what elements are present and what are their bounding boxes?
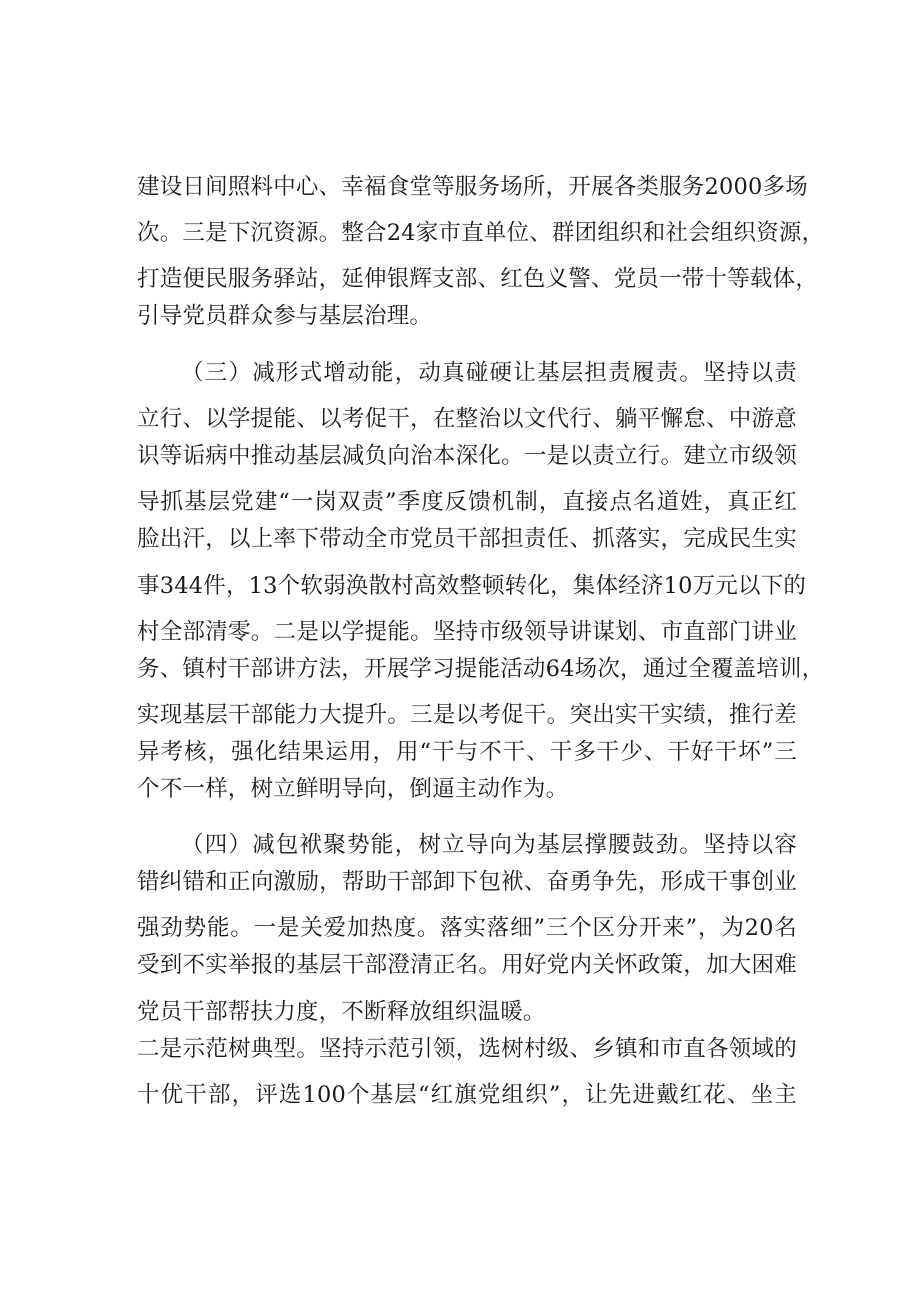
text-line: 打造便民服务驿站，延伸银辉支部、红色义警、党员一带十等载体， bbox=[137, 266, 819, 292]
text-line: 二是示范树典型。坚持示范引领，选树村级、乡镇和市直各领域的 bbox=[137, 1036, 797, 1062]
text-line: 脸出汗，以上率下带动全市党员干部担责任、抓落实，完成民生实 bbox=[137, 526, 797, 552]
text-line: 村全部清零。二是以学提能。坚持市级领导讲谋划、市直部门讲业 bbox=[137, 619, 797, 645]
text-line: 党员干部帮扶力度，不断释放组织温暖。 bbox=[137, 999, 546, 1025]
text-line: 实现基层干部能力大提升。三是以考促干。突出实干实绩，推行差 bbox=[137, 702, 797, 728]
text-line: 务、镇村干部讲方法，开展学习提能活动64场次，通过全覆盖培训， bbox=[137, 656, 825, 682]
text-line: 受到不实举报的基层干部澄清正名。用好党内关怀政策，加大困难 bbox=[137, 952, 797, 978]
section-heading-line: （三）减形式增动能，动真碰硬让基层担责履责。坚持以责 bbox=[181, 360, 797, 386]
text-line: 异考核，强化结果运用，用“干与不干、干多干少、干好干坏”三 bbox=[137, 739, 797, 765]
text-line: 强劲势能。一是关爱加热度。落实落细”三个区分开来”，为20名 bbox=[137, 915, 797, 941]
text-line: 引导党员群众参与基层治理。 bbox=[137, 303, 433, 329]
text-line: 建设日间照料中心、幸福食堂等服务场所，开展各类服务2000多场 bbox=[137, 174, 808, 200]
text-line: 十优干部，评选100个基层“红旗党组织”，让先进戴红花、坐主 bbox=[137, 1082, 797, 1108]
text-line: 错纠错和正向激励，帮助干部卸下包袱、奋勇争先，形成干事创业 bbox=[137, 869, 797, 895]
section-heading-line: （四）减包袱聚势能，树立导向为基层撑腰鼓劲。坚持以容 bbox=[181, 832, 797, 858]
text-line: 次。三是下沉资源。整合24家市直单位、群团组织和社会组织资源， bbox=[137, 220, 825, 246]
text-line: 事344件，13个软弱涣散村高效整顿转化，集体经济10万元以下的 bbox=[137, 573, 807, 599]
text-line: 识等诟病中推动基层减负向治本深化。一是以责立行。建立市级领 bbox=[137, 443, 797, 469]
text-line: 立行、以学提能、以考促干，在整治以文代行、躺平懈怠、中游意 bbox=[137, 406, 797, 432]
text-line: 个不一样，树立鲜明导向，倒逼主动作为。 bbox=[137, 776, 569, 802]
text-line: 导抓基层党建“一岗双责”季度反馈机制，直接点名道姓，真正红 bbox=[137, 489, 797, 515]
